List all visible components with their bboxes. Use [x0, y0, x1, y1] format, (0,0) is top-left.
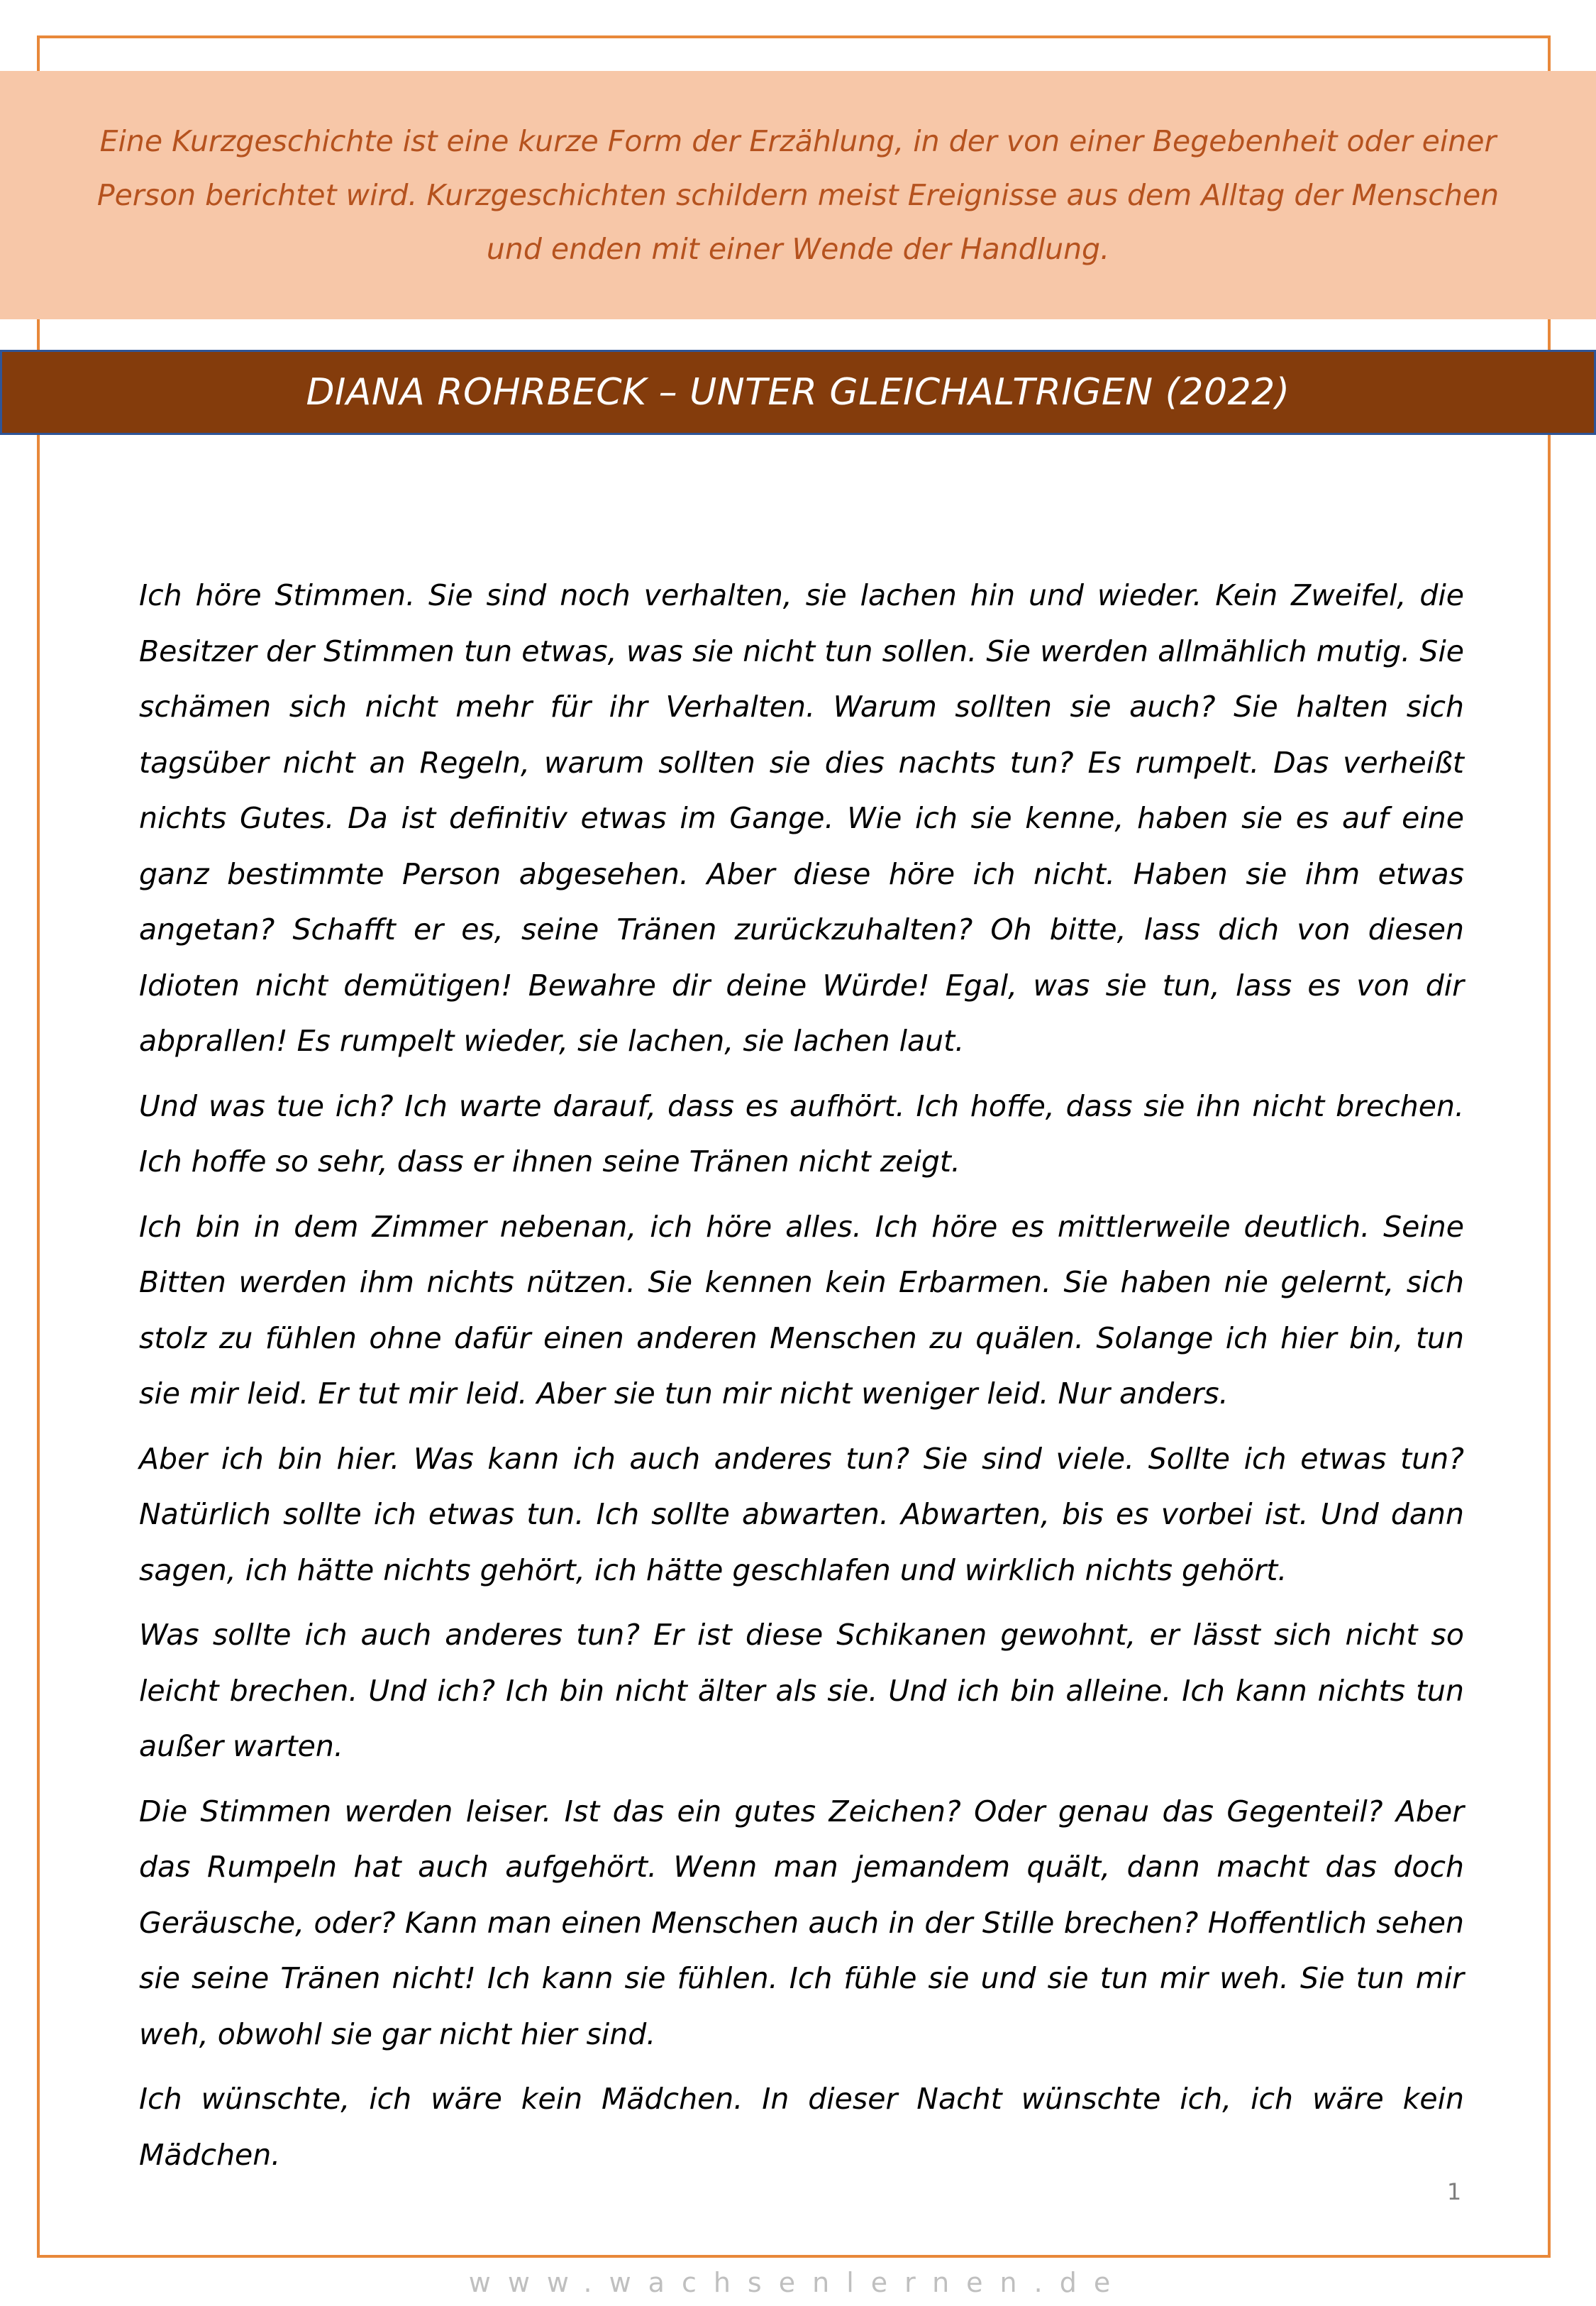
story-paragraph-3: Ich bin in dem Zimmer nebenan, ich höre alles. Ich höre es mittlerweile deutlich. Seine Bitten werden ihm nichts nützen. Sie kennen kein Erbarmen. Sie haben nie gelernt, sich stolz zu fühlen ohne dafür einen anderen Menschen zu quälen. Solange ich hier bin, tun sie mir leid. Er tut mir leid. Aber sie tun mir nicht weniger leid. Nur anders. [139, 1209, 1464, 1411]
story-paragraph-7: Ich wünschte, ich wäre kein Mädchen. In dieser Nacht wünschte ich, ich wäre kein Mädchen. [139, 2082, 1464, 2172]
intro-text: Eine Kurzgeschichte ist eine kurze Form der Erzählung, in der von einer Begebenheit oder einer Person berichtet wird. Kurzgeschichten schildern meist Ereignisse aus dem Alltag der Menschen und enden mit einer Wende der Handlung. [96, 124, 1500, 266]
story-paragraph-2: Und was tue ich? Ich warte darauf, dass es aufhört. Ich hoffe, dass sie ihn nicht brechen. Ich hoffe so sehr, dass er ihnen seine Tränen nicht zeigt. [139, 1088, 1464, 1179]
story-paragraph-6: Die Stimmen werden leiser. Ist das ein gutes Zeichen? Oder genau das Gegenteil? Aber das Rumpeln hat auch aufgehört. Wenn man jemandem quält, dann macht das doch Geräusche, oder? Kann man einen Menschen auch in der Stille brechen? Hoffentlich sehen sie seine Tränen nicht! Ich kann sie fühlen. Ich fühle sie und sie tun mir weh. Sie tun mir weh, obwohl sie gar nicht hier sind. [139, 1794, 1464, 2051]
title-bar [0, 350, 1596, 435]
story-paragraph-5: Was sollte ich auch anderes tun? Er ist diese Schikanen gewohnt, er lässt sich nicht so leicht brechen. Und ich? Ich bin nicht älter als sie. Und ich bin alleine. Ich kann nichts tun außer warten. [139, 1618, 1464, 1763]
story-title: DIANA ROHRBECK – UNTER GLEICHALTRIGEN (2022) [306, 371, 1290, 414]
intro-box [0, 71, 1596, 319]
story-paragraph-1: Ich höre Stimmen. Sie sind noch verhalten, sie lachen hin und wieder. Kein Zweifel, die Besitzer der Stimmen tun etwas, was sie nicht tun sollen. Sie werden allmählich mutig. Sie schämen sich nicht mehr für ihr Verhalten. Warum sollten sie auch? Sie halten sich tagsüber nicht an Regeln, warum sollten sie dies nachts tun? Es rumpelt. Das verheißt nichts Gutes. Da ist definitiv etwas im Gange. Wie ich sie kenne, haben sie es auf eine ganz bestimmte Person abgesehen. Aber diese höre ich nicht. Haben sie ihm etwas angetan? Schafft er es, seine Tränen zurückzuhalten? Oh bitte, lass dich von diesen Idioten nicht demütigen! Bewahre dir deine Würde! Egal, was sie tun, lass es von dir abprallen! Es rumpelt wieder, sie lachen, sie lachen laut. [139, 578, 1464, 1058]
story-paragraph-4: Aber ich bin hier. Was kann ich auch anderes tun? Sie sind viele. Sollte ich etwas tun? Natürlich sollte ich etwas tun. Ich sollte abwarten. Abwarten, bis es vorbei ist. Und dann sagen, ich hätte nichts gehört, ich hätte geschlafen und wirklich nichts gehört. [139, 1441, 1464, 1587]
footer-url: www.wachsenlernen.de [468, 2267, 1128, 2298]
page-number: 1 [1446, 2178, 1462, 2205]
story-body [139, 568, 1464, 2192]
